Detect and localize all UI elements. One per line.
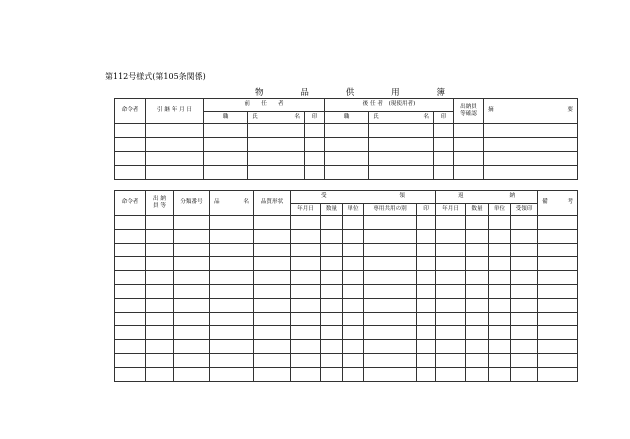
table-row (115, 353, 578, 367)
header-return (436, 191, 538, 204)
entry-cell (436, 367, 466, 381)
entry-cell (538, 298, 578, 312)
entry-cell (466, 353, 489, 367)
receive-char: 領 (399, 193, 406, 200)
entry-cell (484, 124, 578, 138)
header-quality-shape: 品質形状 (254, 191, 291, 216)
entry-cell (321, 353, 343, 367)
entry-cell (174, 340, 210, 354)
entry-cell (417, 312, 436, 326)
entry-cell (248, 124, 305, 138)
header-cashier-confirm (454, 99, 484, 124)
entry-cell (343, 367, 364, 381)
entry-cell (538, 340, 578, 354)
entry-cell (417, 257, 436, 271)
entry-cell (248, 166, 305, 180)
entry-cell (417, 298, 436, 312)
summary-char: 要 (567, 107, 573, 114)
entry-cell (254, 216, 291, 230)
handover-table (114, 98, 578, 180)
entry-cell (343, 326, 364, 340)
entry-cell (325, 166, 369, 180)
entry-cell (146, 284, 174, 298)
entry-cell (436, 284, 466, 298)
entry-cell (436, 271, 466, 285)
entry-cell (489, 312, 511, 326)
entry-cell (210, 367, 254, 381)
header-predecessor-name (248, 112, 305, 124)
entry-cell (305, 124, 325, 138)
entry-cell (538, 243, 578, 257)
entry-cell (321, 229, 343, 243)
entry-cell (254, 243, 291, 257)
entry-cell (417, 271, 436, 285)
table-row (115, 138, 578, 152)
entry-cell (146, 229, 174, 243)
entry-cell (321, 367, 343, 381)
entry-cell (174, 216, 210, 230)
entry-cell (174, 353, 210, 367)
entry-cell (321, 243, 343, 257)
header-shared-use: 専用共用の別 (364, 204, 417, 216)
entry-cell (364, 216, 417, 230)
entry-cell (254, 340, 291, 354)
entry-cell (115, 312, 146, 326)
entry-cell (210, 243, 254, 257)
entry-cell (174, 326, 210, 340)
entry-cell (511, 298, 538, 312)
entry-cell (489, 284, 511, 298)
entry-cell (291, 326, 321, 340)
cashier-confirm-line: 等確認 (460, 111, 477, 117)
entry-cell (291, 298, 321, 312)
entry-cell (466, 340, 489, 354)
entry-cell (115, 298, 146, 312)
entry-cell (484, 166, 578, 180)
entry-cell (538, 216, 578, 230)
entry-cell (115, 243, 146, 257)
entry-cell (364, 298, 417, 312)
header-predecessor-post: 職 (204, 112, 248, 124)
return-char: 納 (509, 193, 516, 200)
entry-cell (321, 326, 343, 340)
header-successor-post: 職 (325, 112, 369, 124)
entry-cell (146, 166, 204, 180)
entry-cell (174, 229, 210, 243)
header-cashier (146, 191, 174, 216)
entry-cell (369, 166, 434, 180)
entry-cell (434, 152, 454, 166)
entry-cell (254, 367, 291, 381)
entry-cell (210, 353, 254, 367)
entry-cell (291, 229, 321, 243)
entry-cell (538, 229, 578, 243)
entry-cell (364, 271, 417, 285)
entry-cell (364, 326, 417, 340)
entry-cell (364, 243, 417, 257)
entry-cell (291, 353, 321, 367)
entry-cell (511, 243, 538, 257)
table-row (115, 312, 578, 326)
entry-cell (210, 298, 254, 312)
entry-cell (254, 312, 291, 326)
table-row (115, 271, 578, 285)
item-char: 品 (214, 199, 220, 206)
entry-cell (511, 284, 538, 298)
summary-char: 摘 (488, 107, 494, 114)
handover-rows (115, 124, 578, 180)
entry-cell (436, 312, 466, 326)
entry-cell (115, 340, 146, 354)
table-row (115, 229, 578, 243)
entry-cell (325, 124, 369, 138)
entry-cell (248, 138, 305, 152)
cashier-line: 員 等 (153, 203, 166, 209)
entry-cell (511, 326, 538, 340)
entry-cell (210, 312, 254, 326)
entry-cell (321, 340, 343, 354)
entry-cell (511, 367, 538, 381)
entry-cell (254, 326, 291, 340)
header-receive-quantity: 数量 (321, 204, 343, 216)
entry-cell (417, 367, 436, 381)
entry-cell (434, 166, 454, 180)
entry-cell (321, 312, 343, 326)
entry-cell (466, 229, 489, 243)
header-order-person: 命令者 (115, 99, 146, 124)
entry-cell (489, 367, 511, 381)
header-receive-unit: 単位 (343, 204, 364, 216)
entry-cell (291, 340, 321, 354)
entry-cell (436, 243, 466, 257)
entry-cell (115, 271, 146, 285)
header-remarks (538, 191, 578, 216)
header-receive-seal: 印 (417, 204, 436, 216)
entry-cell (305, 152, 325, 166)
entry-cell (210, 216, 254, 230)
entry-cell (325, 138, 369, 152)
entry-cell (538, 353, 578, 367)
item-char: 名 (243, 199, 249, 206)
entry-cell (291, 312, 321, 326)
entry-cell (321, 257, 343, 271)
table-row (115, 166, 578, 180)
entry-cell (489, 257, 511, 271)
entry-cell (204, 152, 248, 166)
entry-cell (417, 229, 436, 243)
table-row (115, 284, 578, 298)
entry-cell (343, 340, 364, 354)
entry-cell (511, 271, 538, 285)
entry-cell (115, 124, 146, 138)
entry-cell (343, 312, 364, 326)
entry-cell (115, 138, 146, 152)
entry-cell (466, 367, 489, 381)
header-item-name (210, 191, 254, 216)
entry-cell (436, 229, 466, 243)
name-char: 名 (294, 113, 300, 120)
table-row (115, 340, 578, 354)
entry-cell (511, 229, 538, 243)
entry-cell (254, 284, 291, 298)
entry-cell (436, 340, 466, 354)
return-char: 返 (458, 193, 464, 200)
entry-cell (254, 229, 291, 243)
entry-cell (174, 271, 210, 285)
entry-cell (321, 284, 343, 298)
entry-cell (436, 353, 466, 367)
name-char: 氏 (252, 113, 258, 120)
header-return-unit: 単位 (489, 204, 511, 216)
entry-cell (343, 271, 364, 285)
entry-cell (538, 326, 578, 340)
entry-cell (417, 284, 436, 298)
entry-cell (210, 257, 254, 271)
entry-cell (146, 353, 174, 367)
title-char: 供 (345, 88, 355, 98)
header-return-quantity: 数量 (466, 204, 489, 216)
entry-cell (204, 138, 248, 152)
entry-cell (466, 284, 489, 298)
entry-cell (343, 257, 364, 271)
header-predecessor: 前 任 者 (204, 99, 325, 112)
entry-cell (364, 229, 417, 243)
entry-cell (434, 138, 454, 152)
title-char: 物 (255, 88, 264, 98)
header-return-date: 年月日 (436, 204, 466, 216)
cashier-line: 出 納 (153, 196, 166, 203)
entry-cell (434, 124, 454, 138)
form-label: 第112号様式(第105条関係) (105, 72, 206, 81)
table-row (115, 326, 578, 340)
entry-cell (364, 340, 417, 354)
title-char: 簿 (436, 88, 445, 98)
entry-cell (511, 257, 538, 271)
entry-cell (466, 271, 489, 285)
entry-cell (484, 152, 578, 166)
entry-cell (115, 367, 146, 381)
entry-cell (146, 367, 174, 381)
entry-cell (146, 243, 174, 257)
entry-cell (364, 367, 417, 381)
entry-cell (115, 353, 146, 367)
entry-cell (146, 326, 174, 340)
table-row (115, 124, 578, 138)
entry-cell (511, 216, 538, 230)
table-row (115, 152, 578, 166)
entry-cell (291, 367, 321, 381)
entry-cell (489, 229, 511, 243)
entry-cell (115, 216, 146, 230)
entry-cell (146, 298, 174, 312)
entry-cell (115, 152, 146, 166)
entry-cell (115, 229, 146, 243)
entry-cell (538, 257, 578, 271)
entry-cell (436, 216, 466, 230)
entry-cell (364, 353, 417, 367)
entry-cell (489, 340, 511, 354)
name-char: 氏 (373, 113, 379, 120)
entry-cell (146, 312, 174, 326)
entry-cell (291, 216, 321, 230)
entry-cell (343, 216, 364, 230)
entry-cell (115, 257, 146, 271)
entry-cell (417, 340, 436, 354)
entry-cell (174, 298, 210, 312)
header-receive-date: 年月日 (291, 204, 321, 216)
remarks-char: 備 (542, 199, 548, 206)
entry-cell (146, 124, 204, 138)
table-row (115, 298, 578, 312)
entry-cell (436, 257, 466, 271)
entry-cell (436, 298, 466, 312)
entry-cell (489, 243, 511, 257)
entry-cell (343, 243, 364, 257)
entry-cell (210, 340, 254, 354)
header-receive (291, 191, 436, 204)
remarks-char: 考 (567, 199, 574, 206)
entry-cell (417, 243, 436, 257)
entry-cell (210, 229, 254, 243)
entry-cell (174, 367, 210, 381)
name-char: 名 (423, 113, 429, 120)
entry-cell (538, 312, 578, 326)
entry-cell (466, 216, 489, 230)
entry-cell (511, 312, 538, 326)
entry-cell (489, 326, 511, 340)
entry-cell (484, 138, 578, 152)
supply-table (114, 190, 578, 382)
entry-cell (369, 152, 434, 166)
supply-rows (115, 216, 578, 382)
entry-cell (254, 271, 291, 285)
entry-cell (343, 298, 364, 312)
entry-cell (364, 284, 417, 298)
entry-cell (291, 271, 321, 285)
entry-cell (146, 257, 174, 271)
entry-cell (325, 152, 369, 166)
entry-cell (369, 124, 434, 138)
cashier-confirm-line: 出納員 (460, 104, 477, 111)
table-row (115, 243, 578, 257)
entry-cell (305, 166, 325, 180)
entry-cell (343, 229, 364, 243)
entry-cell (210, 326, 254, 340)
header-predecessor-seal: 印 (305, 112, 325, 124)
title-char: 用 (391, 88, 400, 98)
entry-cell (146, 152, 204, 166)
table-row (115, 367, 578, 381)
title-char: 品 (300, 88, 309, 98)
document-title (255, 86, 445, 98)
header-successor: 後 任 者 (現使用者) (325, 99, 454, 112)
entry-cell (417, 353, 436, 367)
entry-cell (254, 298, 291, 312)
entry-cell (210, 271, 254, 285)
entry-cell (174, 257, 210, 271)
entry-cell (417, 326, 436, 340)
entry-cell (489, 298, 511, 312)
entry-cell (305, 138, 325, 152)
entry-cell (466, 298, 489, 312)
entry-cell (210, 284, 254, 298)
entry-cell (204, 166, 248, 180)
entry-cell (454, 166, 484, 180)
header-receive-seal-mark: 受領印 (511, 204, 538, 216)
entry-cell (321, 216, 343, 230)
entry-cell (436, 326, 466, 340)
entry-cell (364, 312, 417, 326)
entry-cell (466, 312, 489, 326)
entry-cell (146, 138, 204, 152)
table-row (115, 257, 578, 271)
receive-char: 受 (321, 193, 327, 200)
header-handover-date: 引 継 年 月 日 (146, 99, 204, 124)
header-summary (484, 99, 578, 124)
entry-cell (174, 284, 210, 298)
entry-cell (174, 312, 210, 326)
entry-cell (489, 353, 511, 367)
header-successor-name (369, 112, 434, 124)
entry-cell (489, 271, 511, 285)
entry-cell (538, 367, 578, 381)
entry-cell (466, 326, 489, 340)
entry-cell (454, 152, 484, 166)
entry-cell (466, 243, 489, 257)
header-successor-seal: 印 (434, 112, 454, 124)
entry-cell (364, 257, 417, 271)
entry-cell (146, 216, 174, 230)
table-row (115, 216, 578, 230)
entry-cell (254, 353, 291, 367)
entry-cell (291, 284, 321, 298)
entry-cell (538, 284, 578, 298)
entry-cell (538, 271, 578, 285)
header-category-number: 分類番号 (174, 191, 210, 216)
entry-cell (204, 124, 248, 138)
entry-cell (115, 166, 146, 180)
entry-cell (174, 243, 210, 257)
entry-cell (254, 257, 291, 271)
entry-cell (115, 326, 146, 340)
entry-cell (343, 353, 364, 367)
entry-cell (417, 216, 436, 230)
entry-cell (115, 284, 146, 298)
entry-cell (489, 216, 511, 230)
entry-cell (343, 284, 364, 298)
entry-cell (321, 298, 343, 312)
entry-cell (466, 257, 489, 271)
entry-cell (291, 243, 321, 257)
entry-cell (146, 271, 174, 285)
entry-cell (511, 340, 538, 354)
entry-cell (511, 353, 538, 367)
entry-cell (454, 124, 484, 138)
entry-cell (146, 340, 174, 354)
entry-cell (291, 257, 321, 271)
entry-cell (369, 138, 434, 152)
entry-cell (248, 152, 305, 166)
entry-cell (454, 138, 484, 152)
header-order-person: 命令者 (115, 191, 146, 216)
entry-cell (321, 271, 343, 285)
